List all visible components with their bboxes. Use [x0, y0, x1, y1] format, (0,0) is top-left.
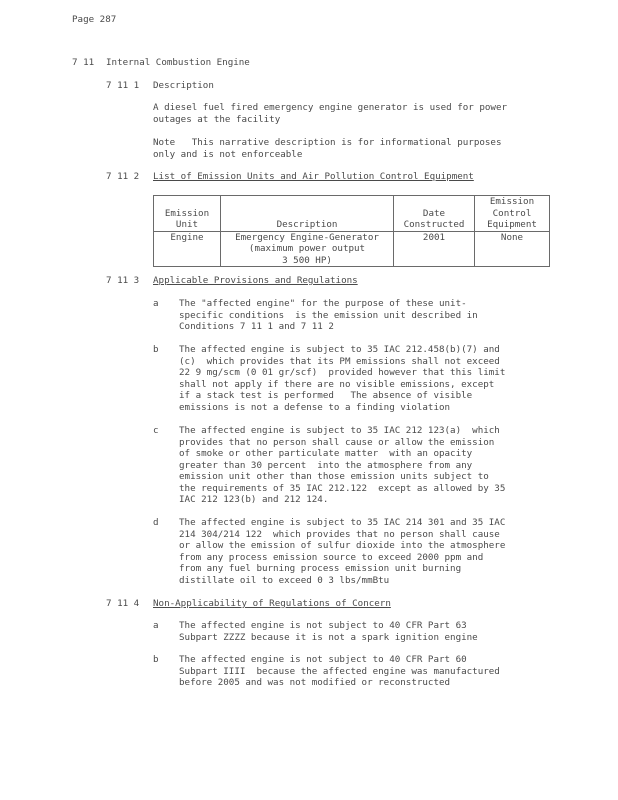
sub3-title: Applicable Provisions and Regulations: [153, 275, 358, 286]
page-header: Page 287: [72, 14, 117, 25]
item-text: The affected engine is not subject to 40 CFR Part 60 Subpart IIII because the affected engine was manufactured before 2005 and was not modified or reconstructed: [179, 654, 500, 688]
table-cell-description: Emergency Engine-Generator (maximum power output 3 500 HP): [221, 231, 394, 267]
table-header-row: [154, 196, 550, 232]
sub2-number: 7 11 2: [106, 171, 140, 182]
item-label: a: [153, 620, 159, 631]
item-text: The affected engine is subject to 35 IAC 212 123(a) which provides that no person shall cause or allow the emission of smoke or other particulate matter with an opacity greater than 30 percent into the atmosphere from any emission unit other than those emission units subject to the requirements of 35 IAC 212.122 except as allowed by 35 IAC 212 123(b) and 212 124.: [179, 425, 506, 505]
table-row: [154, 231, 550, 267]
table-header-description: Description: [221, 196, 394, 232]
item-text: The affected engine is subject to 35 IAC 212.458(b)(7) and (c) which provides that its PM emissions shall not exceed 22 9 mg/scm (0 01 gr/scf) provided however that this limit shall not apply if there are no visible emissions, except if a stack test is performed The absence of visible emissions is not a defense to a finding violation: [179, 344, 506, 413]
sub1-number: 7 11 1: [106, 80, 140, 91]
item-label: a: [153, 298, 159, 309]
sub3-number: 7 11 3: [106, 275, 140, 286]
section-number: 7 11: [72, 57, 95, 68]
table-cell-unit: Engine: [154, 231, 221, 267]
table-header-date: Date Constructed: [394, 196, 475, 232]
list-item: [153, 620, 593, 643]
list-item: [153, 298, 593, 333]
emission-units-table: [153, 195, 550, 267]
table-header-unit: Emission Unit: [154, 196, 221, 232]
sub1-description: A diesel fuel fired emergency engine generator is used for power outages at the facility: [153, 102, 508, 125]
list-item: [153, 344, 593, 413]
item-label: b: [153, 654, 159, 665]
item-label: c: [153, 425, 159, 436]
sub4-title: Non-Applicability of Regulations of Concern: [153, 598, 391, 609]
item-text: The affected engine is subject to 35 IAC 214 301 and 35 IAC 214 304/214 122 which provides that no person shall cause or allow the emission of sulfur dioxide into the atmosphere from any process emission source to exceed 2000 ppm and from any fuel burning process emission unit burning distillate oil to exceed 0 3 lbs/mmBtu: [179, 517, 506, 586]
table-header-control: Emission Control Equipment: [475, 196, 550, 232]
item-label: d: [153, 517, 159, 528]
table-cell-date: 2001: [394, 231, 475, 267]
item-text: The affected engine is not subject to 40 CFR Part 63 Subpart ZZZZ because it is not a spark ignition engine: [179, 620, 478, 643]
list-item: [153, 654, 593, 689]
section-title: Internal Combustion Engine: [106, 57, 250, 68]
list-item: [153, 425, 593, 506]
item-text: The "affected engine" for the purpose of these unit- specific conditions is the emission unit described in Conditions 7 11 1 and 7 11 2: [179, 298, 478, 332]
item-label: b: [153, 344, 159, 355]
sub1-note: Note This narrative description is for informational purposes only and is not enforceable: [153, 137, 502, 160]
sub4-number: 7 11 4: [106, 598, 140, 609]
sub2-title: List of Emission Units and Air Pollution Control Equipment: [153, 171, 474, 182]
table-cell-control: None: [475, 231, 550, 267]
list-item: [153, 517, 593, 586]
sub1-title: Description: [153, 80, 214, 91]
